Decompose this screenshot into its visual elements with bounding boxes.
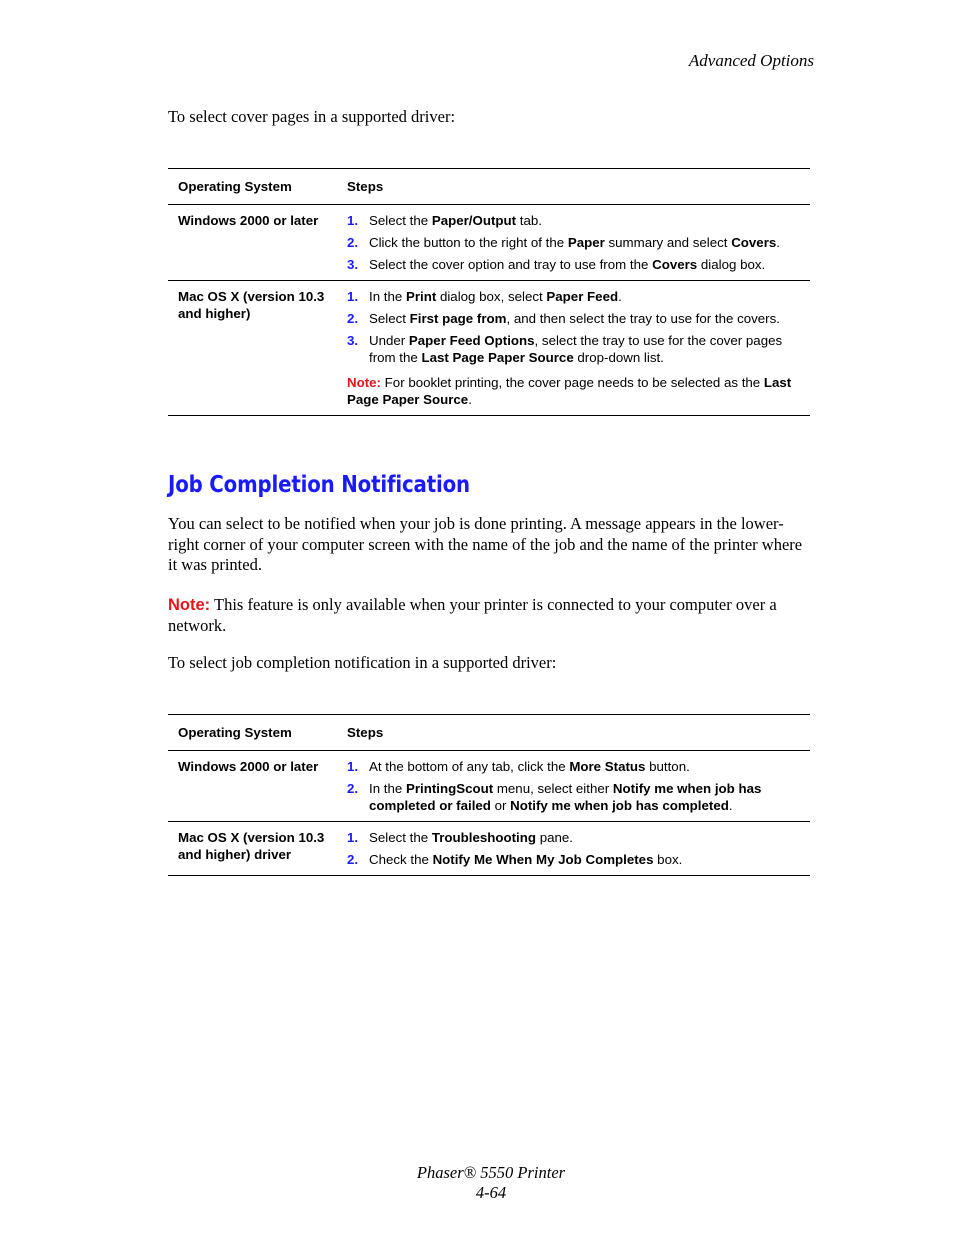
step-item [347, 851, 798, 868]
os-cell: Mac OS X (version 10.3 and higher) [178, 289, 325, 321]
step-item [347, 256, 798, 273]
cover-pages-table [168, 168, 810, 416]
step-item [347, 758, 798, 775]
step-text: Click the button to the right of the Paper summary and select Covers. [369, 235, 780, 250]
note-text: For booklet printing, the cover page needs to be selected as the Last Page Paper Source. [347, 375, 792, 407]
step-number: 2. [347, 852, 359, 867]
step-item [347, 332, 798, 366]
footer-product: Phaser® 5550 Printer [416, 1163, 566, 1182]
note-label: Note: [168, 596, 211, 614]
header-operating-system: Operating System [178, 725, 292, 740]
step-number: 3. [347, 333, 359, 348]
emphasis-term: Paper Feed [546, 289, 619, 304]
step-text: Select the Troubleshooting pane. [369, 830, 573, 845]
step-text: Select First page from, and then select the tray to use for the covers. [369, 311, 780, 326]
notification-intro: To select job completion notification in a supported driver: [168, 653, 557, 672]
step-text: Select the cover option and tray to use from the Covers dialog box. [369, 257, 766, 272]
emphasis-term: Covers [731, 235, 777, 250]
step-text: In the PrintingScout menu, select either Notify me when job has completed or failed or Notify me when job has completed. [369, 781, 762, 813]
header-steps: Steps [347, 725, 384, 740]
emphasis-term: Print [405, 289, 437, 304]
step-number: 2. [347, 781, 359, 796]
note-text: This feature is only available when your printer is connected to your computer over a network. [168, 595, 777, 635]
emphasis-term: Troubleshooting [431, 830, 536, 845]
step-item [347, 780, 798, 814]
step-item [347, 829, 798, 846]
emphasis-term: Notify me when job has completed [510, 798, 729, 813]
notification-table [168, 714, 810, 876]
note-label: Note: [347, 375, 381, 390]
header-operating-system: Operating System [178, 179, 292, 194]
step-list [347, 288, 798, 366]
step-list [347, 829, 798, 868]
feature-note [168, 595, 810, 636]
step-number: 3. [347, 257, 359, 272]
step-list [347, 212, 798, 273]
os-cell: Windows 2000 or later [178, 213, 319, 228]
step-item [347, 288, 798, 305]
step-text: Select the Paper/Output tab. [369, 213, 542, 228]
step-text: Under Paper Feed Options, select the tray to use for the cover pages from the Last Page Paper Source drop-down list. [369, 333, 783, 365]
booklet-note [347, 374, 798, 408]
steps-cell [347, 751, 810, 822]
table-header-row [168, 715, 810, 751]
notification-description: You can select to be notified when your job is done printing. A message appears in the lower-right corner of your computer screen with the name of the job and the name of the printer where it was printed. [168, 514, 803, 574]
emphasis-term: More Status [569, 759, 646, 774]
table-row [168, 281, 810, 416]
step-number: 2. [347, 311, 359, 326]
emphasis-term: Paper/Output [431, 213, 517, 228]
step-item [347, 212, 798, 229]
steps-cell [347, 205, 810, 281]
steps-cell [347, 822, 810, 876]
step-number: 1. [347, 289, 359, 304]
step-item [347, 234, 798, 251]
emphasis-term: Paper [567, 235, 605, 250]
emphasis-term: PrintingScout [405, 781, 494, 796]
step-text: In the Print dialog box, select Paper Feed. [369, 289, 622, 304]
emphasis-term: First page from [409, 311, 507, 326]
step-text: Check the Notify Me When My Job Completes box. [369, 852, 683, 867]
page-footer [0, 1163, 954, 1203]
table-row [168, 751, 810, 822]
step-number: 1. [347, 213, 359, 228]
step-text: At the bottom of any tab, click the More Status button. [369, 759, 690, 774]
emphasis-term: Last Page Paper Source [421, 350, 574, 365]
emphasis-term: Notify Me When My Job Completes [432, 852, 654, 867]
step-item [347, 310, 798, 327]
emphasis-term: Covers [652, 257, 698, 272]
table-row [168, 822, 810, 876]
cover-pages-intro: To select cover pages in a supported driver: [168, 107, 456, 126]
emphasis-term: Last Page Paper Source [347, 375, 792, 407]
running-header: Advanced Options [688, 51, 814, 70]
os-cell: Mac OS X (version 10.3 and higher) driver [178, 830, 325, 862]
header-steps: Steps [347, 179, 384, 194]
section-heading: Job Completion Notification [168, 472, 470, 498]
table-header-row [168, 169, 810, 205]
steps-cell [347, 281, 810, 416]
emphasis-term: Paper Feed Options [408, 333, 535, 348]
step-number: 1. [347, 830, 359, 845]
step-number: 2. [347, 235, 359, 250]
emphasis-term: Notify me when job has completed or failed [369, 781, 762, 813]
os-cell: Windows 2000 or later [178, 759, 319, 774]
table-row [168, 205, 810, 281]
footer-page-number: 4-64 [475, 1183, 507, 1202]
step-number: 1. [347, 759, 359, 774]
step-list [347, 758, 798, 814]
